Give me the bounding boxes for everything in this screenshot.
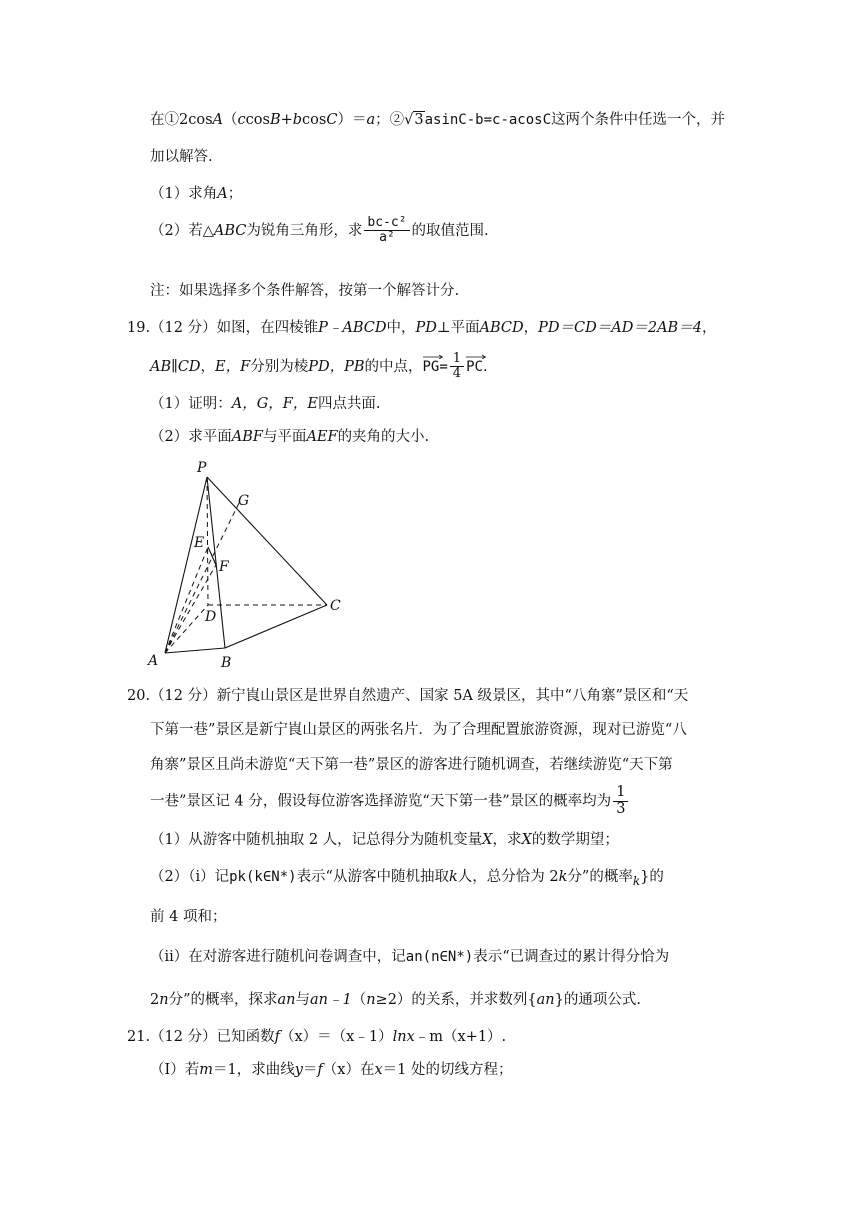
q20-line1: 20.（12 分）新宁崀山景区是世界自然遗产、国家 5A 级景区，其中“八角寨”景区和“天 <box>127 688 689 704</box>
segment-ag <box>165 503 239 653</box>
q18-fraction: $\frac{\text{bc-c²}}{\text{a²}}$ <box>364 216 409 246</box>
q18-line2: 加以解答. <box>150 149 213 165</box>
q19-line2: AB∥CD，E，F分别为棱PD，PB的中点， PG= $\frac{1}{4}$ PC. <box>150 351 488 382</box>
label-e: E <box>194 535 205 551</box>
q20-part2i: （2）（ⅰ）记pk(k∈N*)表示“从游客中随机抽取k人，总分恰为 2k分”的概率$_k$}的 <box>150 869 664 888</box>
label-a: A <box>148 653 159 669</box>
label-p: P <box>197 460 207 476</box>
q19-fraction: $\frac{1}{4}$ <box>450 352 464 382</box>
q18-part1: （1）求角A； <box>150 186 243 202</box>
q20-part1: （1）从游客中随机抽取 2 人，记总得分为随机变量X，求X的数学期望； <box>150 832 619 848</box>
label-f: F <box>219 559 229 575</box>
q20-fraction: $\frac{1}{3}$ <box>613 785 628 818</box>
edge-ad <box>165 605 208 653</box>
sqrt-three: √3 <box>404 112 424 128</box>
label-d: D <box>205 609 217 625</box>
q19-part1: （1）证明：A，G，F，E四点共面. <box>150 396 381 412</box>
label-c: C <box>330 598 341 614</box>
vector-pg: PG <box>423 359 440 376</box>
pk-notation: pk(k∈N*) <box>229 869 297 885</box>
edge-pd <box>207 477 208 605</box>
edge-pc <box>207 477 327 605</box>
q19-part2: （2）求平面ABF与平面AEF的夹角的大小. <box>150 429 430 445</box>
vector-pc: PC <box>466 359 483 376</box>
q20-part2i-line2: 前 4 项和； <box>150 909 227 925</box>
q18-conditions-line: 在①2cosA（ccosB+bcosC）＝a；②√3asinC-b=c-acosC这两个条件中任选一个，并 <box>150 112 726 128</box>
pyramid-figure <box>140 455 350 675</box>
q18-note: 注：如果选择多个条件解答，按第一个解答计分. <box>150 283 460 299</box>
edge-ab <box>165 648 225 653</box>
condition-2-expression: asinC-b=c-acosC <box>424 112 552 128</box>
q18-part2: （2）若△ABC为锐角三角形，求 $\frac{\text{bc-c²}}{\text{a²}}$ 的取值范围. <box>150 215 489 246</box>
q20-part2ii-line2: 2n分”的概率，探求an与an﹣1（n≥2）的关系，并求数列{an}的通项公式. <box>150 992 641 1008</box>
label-g: G <box>238 493 250 509</box>
q21-line1: 21.（12 分）已知函数f（x）＝（x﹣1）lnx﹣m（x+1）. <box>127 1029 507 1045</box>
edge-bc <box>225 605 327 648</box>
label-b: B <box>221 655 232 671</box>
q20-line3: 角寨”景区且尚未游览“天下第一巷”景区的游客进行随机调查，若继续游览“天下第 <box>150 757 673 773</box>
q20-line4: 一巷”景区记 4 分，假设每位游客选择游览“天下第一巷”景区的概率均为 $\frac{1}{3}$ <box>150 785 630 818</box>
q20-line2: 下第一巷”景区是新宁崀山景区的两张名片．为了合理配置旅游资源，现对已游览“八 <box>150 722 687 738</box>
q21-part1: （Ⅰ）若m＝1，求曲线y＝f（x）在x＝1 处的切线方程； <box>150 1062 513 1078</box>
q20-part2ii: （ⅱ）在对游客进行随机问卷调查中，记an(n∈N*)表示“已调查过的累计得分恰为 <box>150 949 670 965</box>
an-notation: an(n∈N*) <box>405 949 474 965</box>
q19-line1: 19.（12 分）如图，在四棱锥P﹣ABCD中，PD⊥平面ABCD，PD＝CD＝AD＝2AB＝4， <box>127 320 717 336</box>
